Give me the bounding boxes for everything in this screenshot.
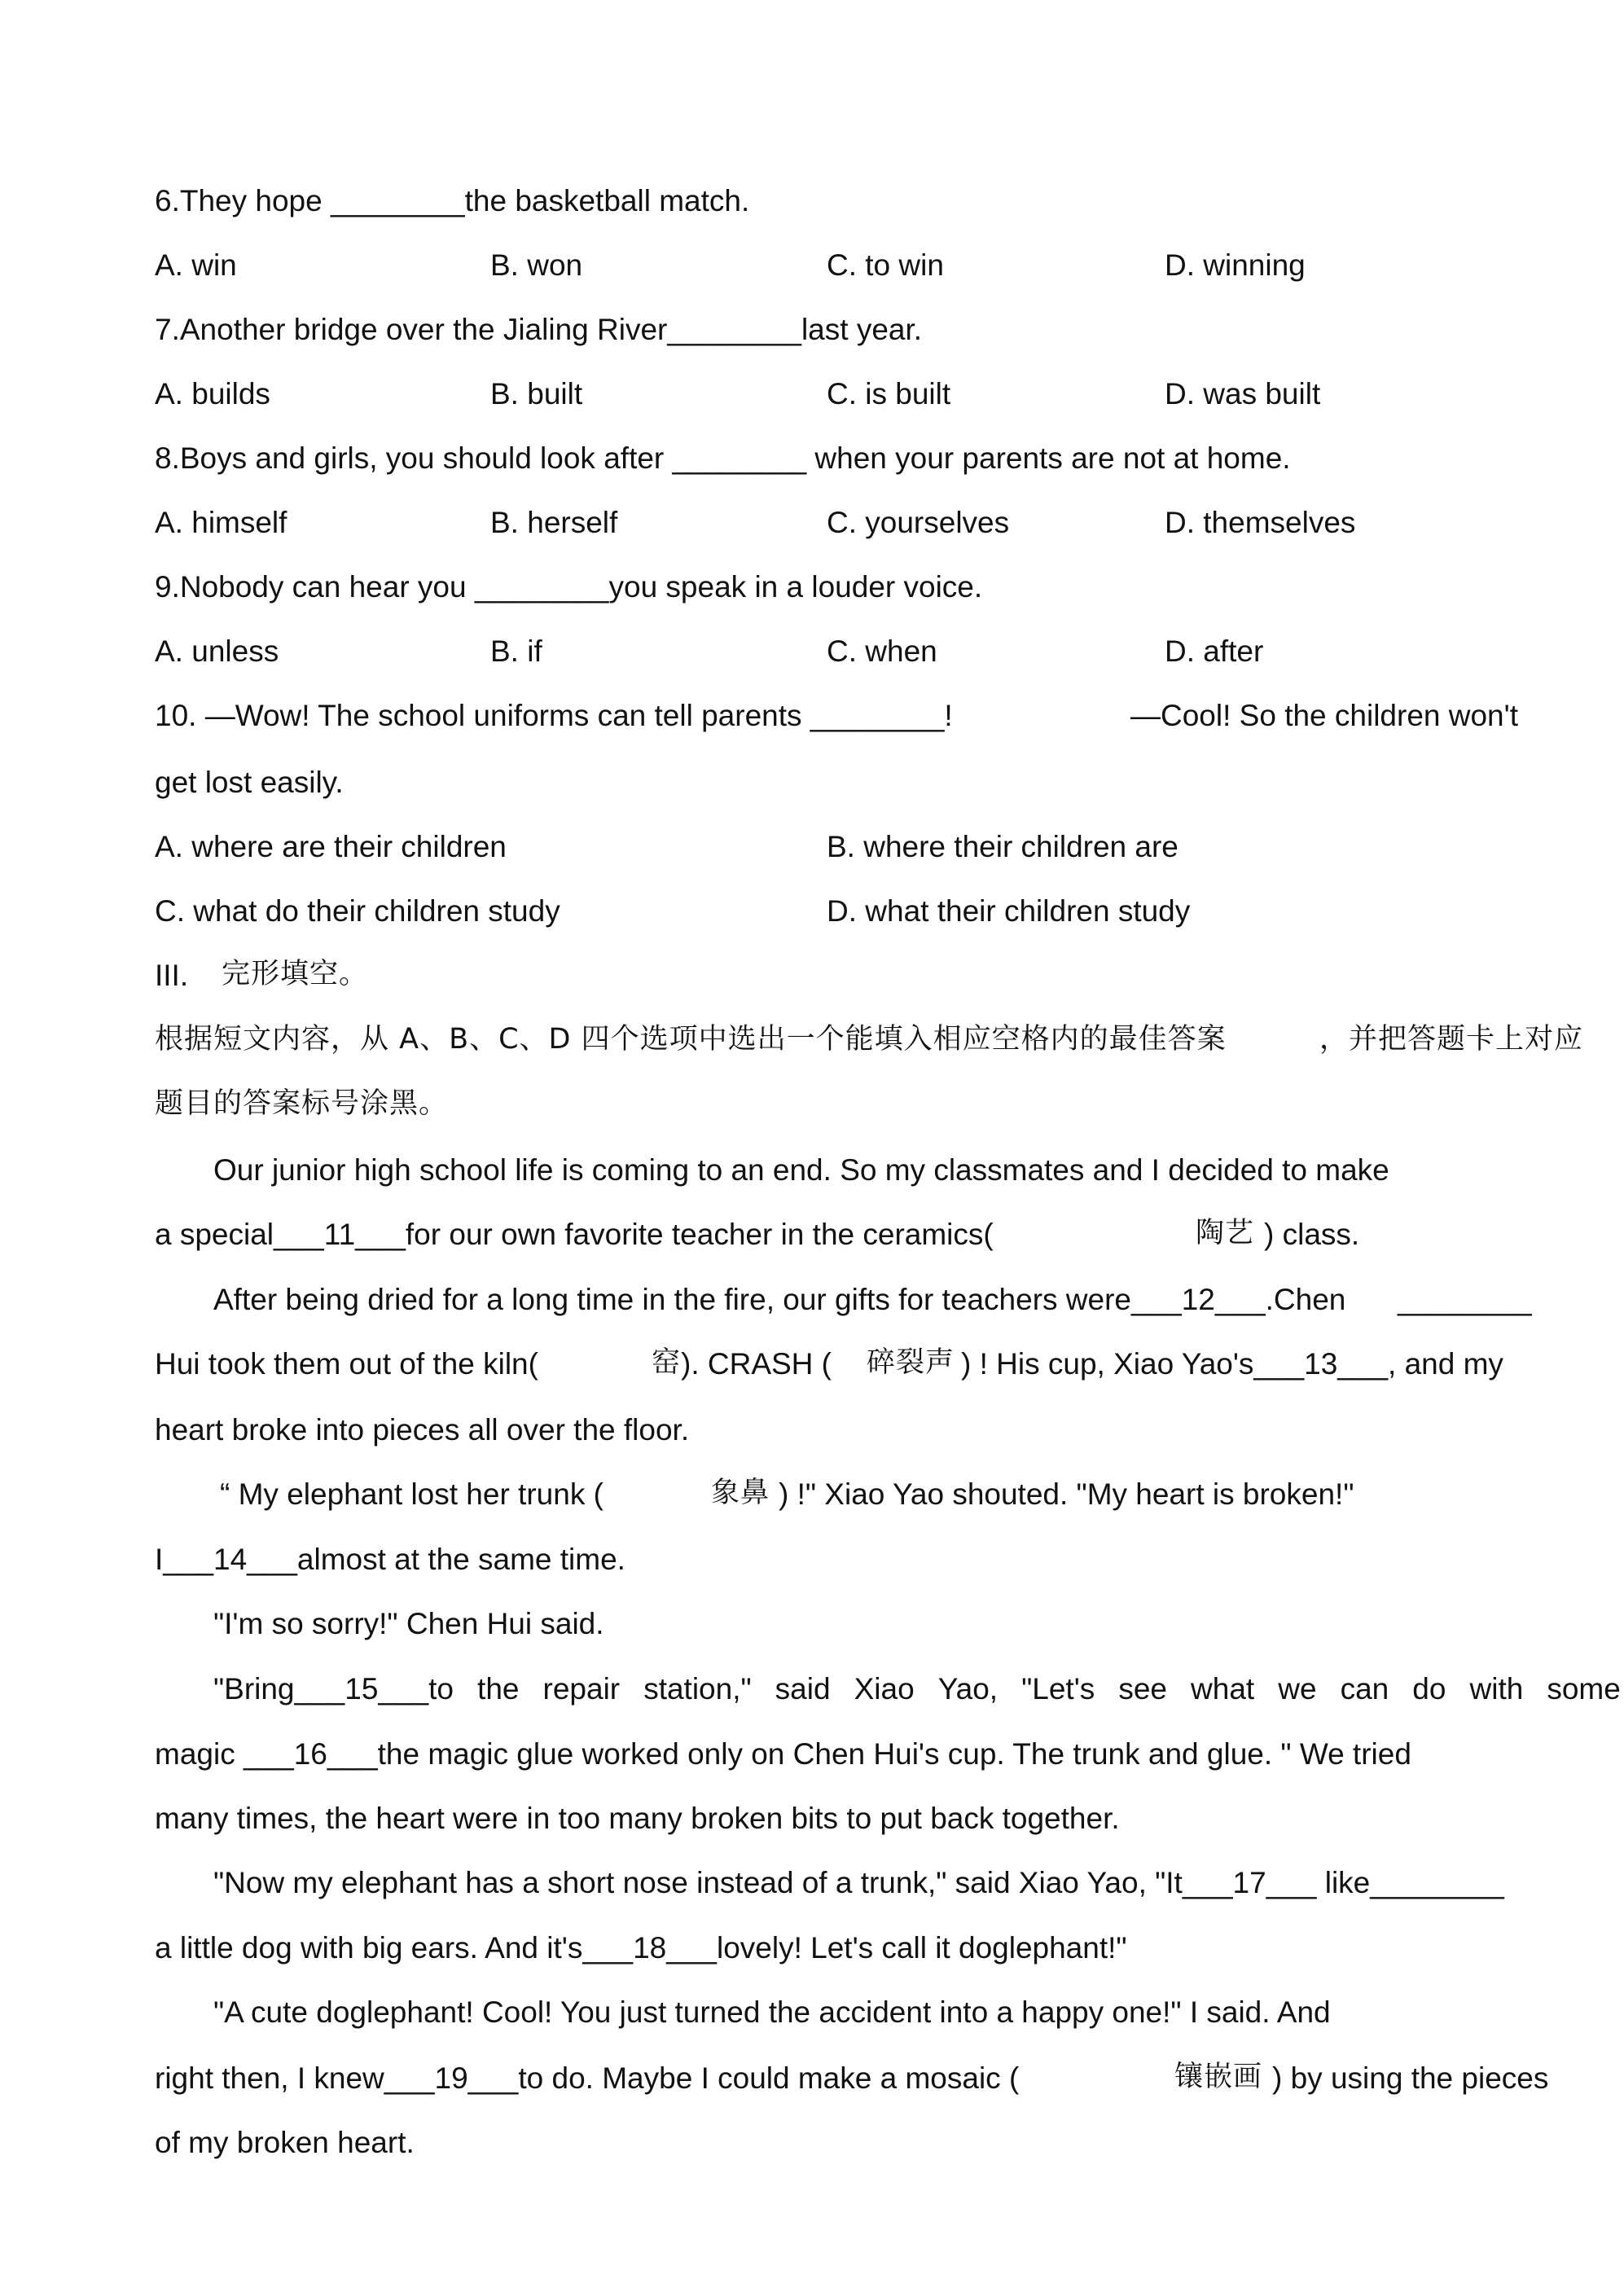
- question-7-option-b: B. built: [490, 377, 583, 410]
- passage-paragraph-3-line-1-end: ) !" Xiao Yao shouted. "My heart is broken!": [779, 1477, 1354, 1511]
- passage-paragraph-4: "I'm so sorry!" Chen Hui said.: [213, 1607, 604, 1640]
- question-10-stem: 10. —Wow! The school uniforms can tell parents ________!: [155, 699, 953, 732]
- question-10-option-c: C. what do their children study: [155, 894, 560, 928]
- question-10-option-d: D. what their children study: [827, 894, 1191, 928]
- question-6-option-c: C. to win: [827, 248, 944, 282]
- question-7-option-d: D. was built: [1165, 377, 1321, 410]
- passage-paragraph-7-line-2: right then, I knew___19___to do. Maybe I could make a mosaic (: [155, 2061, 1020, 2095]
- passage-paragraph-2-line-3: heart broke into pieces all over the floor.: [155, 1413, 690, 1447]
- passage-paragraph-1-line-2-end: ) class.: [1264, 1218, 1360, 1251]
- section-3-instruction: 根据短文内容，从 A、B、C、D 四个选项中选出一个能填入相应空格内的最佳答案: [155, 1023, 1227, 1056]
- question-8-option-b: B. herself: [490, 506, 618, 539]
- passage-word: "Bring___15___to: [213, 1672, 454, 1706]
- question-6-option-b: B. won: [490, 248, 583, 282]
- question-8-stem: 8.Boys and girls, you should look after ________ when your parents are not at home.: [155, 441, 1291, 475]
- passage-paragraph-5-line-1: [213, 1674, 1621, 1704]
- question-7-option-c: C. is built: [827, 377, 951, 410]
- passage-paragraph-1-line-1: Our junior high school life is coming to an end. So my classmates and I decided to make: [213, 1153, 1389, 1187]
- passage-word: the: [477, 1672, 520, 1706]
- passage-word: with: [1469, 1672, 1524, 1706]
- question-8-option-d: D. themselves: [1165, 506, 1356, 539]
- passage-paragraph-2-crash: ). CRASH (: [681, 1347, 832, 1381]
- question-10-stem-reply: —Cool! So the children won't: [1130, 699, 1518, 732]
- question-8-option-a: A. himself: [155, 506, 287, 539]
- passage-word: station,": [643, 1672, 752, 1706]
- passage-paragraph-2-line-2: Hui took them out of the kiln(: [155, 1347, 538, 1381]
- passage-paragraph-6-line-1: "Now my elephant has a short nose instead of a trunk," said Xiao Yao, "It___17___ like________: [213, 1866, 1504, 1899]
- passage-paragraph-5-line-3: many times, the heart were in too many broken bits to put back together.: [155, 1802, 1120, 1835]
- question-10-option-a: A. where are their children: [155, 830, 507, 863]
- passage-word: said: [775, 1672, 831, 1706]
- passage-paragraph-7-line-1: "A cute doglephant! Cool! You just turned the accident into a happy one!" I said. And: [213, 1995, 1331, 2029]
- passage-gloss-trunk: 象鼻: [711, 1477, 770, 1509]
- passage-word: some: [1547, 1672, 1621, 1706]
- passage-paragraph-2-blank: ________: [1398, 1283, 1532, 1316]
- question-7-stem: 7.Another bridge over the Jialing River________last year.: [155, 313, 923, 346]
- question-9-option-a: A. unless: [155, 634, 279, 668]
- question-6-stem: 6.They hope ________the basketball match.: [155, 184, 750, 217]
- question-6-option-a: A. win: [155, 248, 237, 282]
- passage-word: see: [1118, 1672, 1167, 1706]
- question-7-option-a: A. builds: [155, 377, 270, 410]
- passage-paragraph-2-line-2-end: ) ! His cup, Xiao Yao's___13___, and my: [961, 1347, 1503, 1381]
- passage-word: what: [1191, 1672, 1255, 1706]
- passage-word: can: [1340, 1672, 1389, 1706]
- passage-word: Xiao: [854, 1672, 915, 1706]
- passage-word: "Let's: [1021, 1672, 1095, 1706]
- passage-paragraph-1-line-2: a special___11___for our own favorite teacher in the ceramics(: [155, 1218, 994, 1251]
- passage-paragraph-7-line-2-end: ) by using the pieces: [1272, 2061, 1549, 2095]
- question-9-option-d: D. after: [1165, 634, 1264, 668]
- passage-gloss-mosaic: 镶嵌画: [1174, 2061, 1263, 2093]
- section-3-instruction-line2: 题目的答案标号涂黑。: [155, 1087, 449, 1120]
- passage-paragraph-3-line-2: I___14___almost at the same time.: [155, 1543, 625, 1576]
- passage-word: Yao,: [937, 1672, 999, 1706]
- passage-word: we: [1278, 1672, 1317, 1706]
- question-10-option-b: B. where their children are: [827, 830, 1178, 863]
- passage-gloss-ceramics: 陶艺: [1196, 1217, 1255, 1249]
- question-8-option-c: C. yourselves: [827, 506, 1010, 539]
- question-6-option-d: D. winning: [1165, 248, 1306, 282]
- passage-paragraph-2-line-1: After being dried for a long time in the fire, our gifts for teachers were___12___.Chen: [213, 1283, 1346, 1316]
- question-9-stem: 9.Nobody can hear you ________you speak in a louder voice.: [155, 570, 983, 604]
- question-9-option-c: C. when: [827, 634, 937, 668]
- passage-paragraph-7-line-3: of my broken heart.: [155, 2126, 415, 2159]
- passage-paragraph-6-line-2: a little dog with big ears. And it's___18___lovely! Let's call it doglephant!": [155, 1931, 1127, 1965]
- question-9-option-b: B. if: [490, 634, 542, 668]
- passage-word: do: [1412, 1672, 1446, 1706]
- section-3-number: III.: [155, 959, 189, 992]
- question-10-stem-line2: get lost easily.: [155, 766, 344, 799]
- section-3-title: 完形填空。: [222, 958, 369, 990]
- section-3-instruction-end: ，并把答题卡上对应: [1319, 1023, 1584, 1056]
- passage-paragraph-3-line-1: “ My elephant lost her trunk (: [220, 1477, 604, 1511]
- passage-paragraph-5-line-2: magic ___16___the magic glue worked only on Chen Hui's cup. The trunk and glue. " We tried: [155, 1737, 1411, 1771]
- passage-gloss-crash: 碎裂声: [867, 1346, 955, 1379]
- passage-word: repair: [542, 1672, 621, 1706]
- passage-gloss-kiln: 窑: [652, 1346, 682, 1379]
